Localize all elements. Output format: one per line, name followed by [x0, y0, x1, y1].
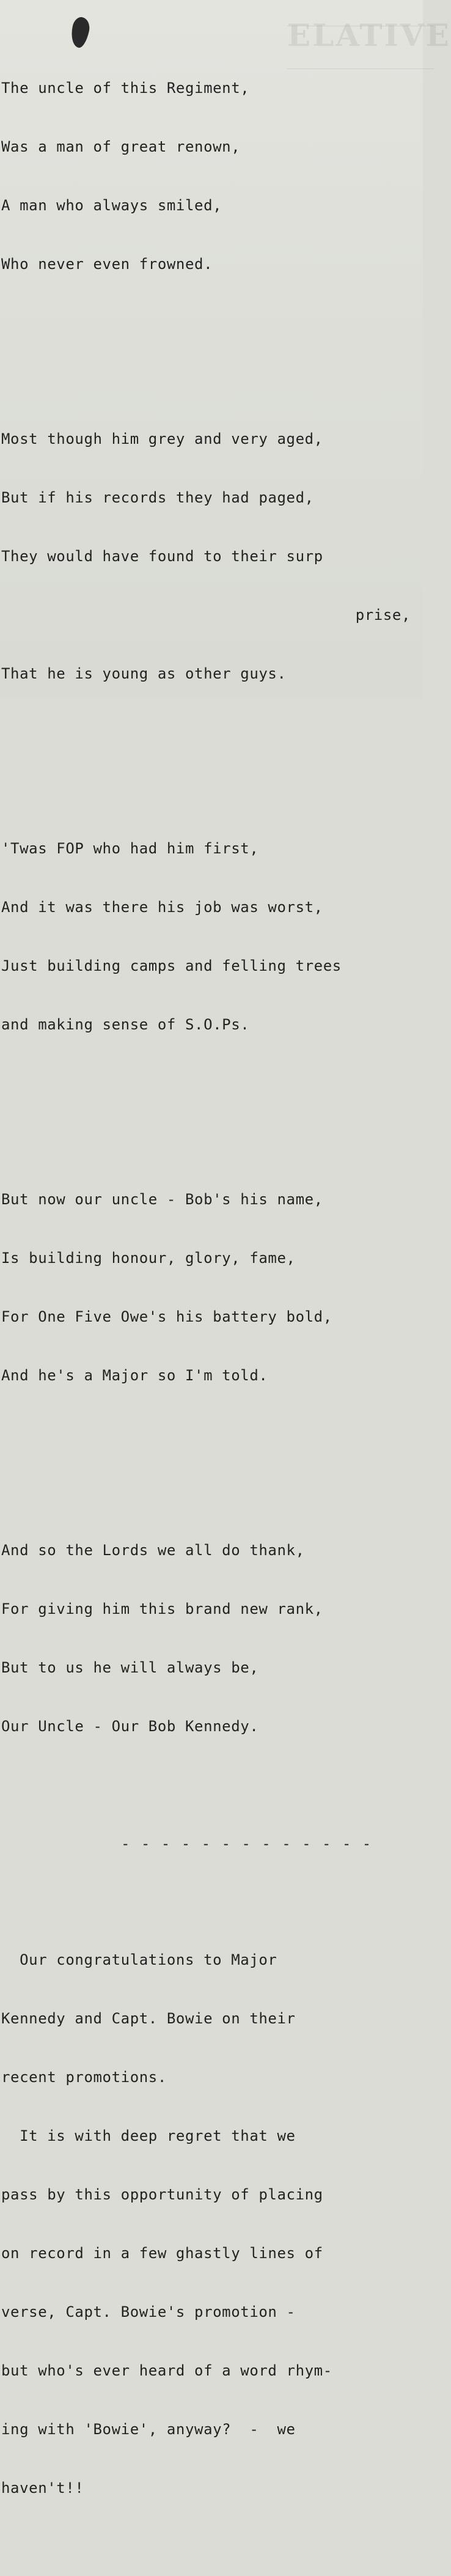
congratulations-note	[1, 1911, 423, 2537]
poem-stanza-3	[1, 800, 423, 1073]
poem-line-continuation: prise,	[355, 606, 411, 624]
note-line: It is with deep regret that we	[1, 2127, 296, 2144]
poem-line: Was a man of great renown,	[1, 138, 241, 155]
note-line: verse, Capt. Bowie's promotion -	[1, 2303, 296, 2320]
poem-line: 'Twas FOP who had him first,	[1, 840, 259, 857]
poem-stanza-5	[1, 1501, 423, 1775]
note-line: recent promotions.	[1, 2069, 167, 2086]
poem-line: Who never even frowned.	[1, 256, 213, 273]
note-line: on record in a few ghastly lines of	[1, 2245, 323, 2262]
poem-line: The uncle of this Regiment,	[1, 79, 250, 97]
poem-stanza-4	[1, 1150, 423, 1424]
poem-line: And it was there his job was worst,	[1, 899, 323, 916]
poem-line: And so the Lords we all do thank,	[1, 1542, 305, 1559]
bleed-through-header: ELATIVE	[287, 17, 451, 53]
poem-line: But to us he will always be,	[1, 1659, 259, 1676]
poem-line: Just building camps and felling trees	[1, 957, 342, 974]
typed-text	[1, 0, 423, 2576]
poem-line: That he is young as other guys.	[1, 665, 287, 682]
note-line: haven't!!	[1, 2479, 84, 2497]
poem-line: and making sense of S.O.Ps.	[1, 1016, 250, 1033]
poem-line: A man who always smiled,	[1, 197, 222, 214]
separator-dashes: - - - - - - - - - - - - -	[121, 1835, 373, 1852]
note-line: ing with 'Bowie', anyway? - we	[1, 2421, 296, 2438]
poem-line: They would have found to their surp	[1, 548, 323, 565]
poem-stanza-1	[1, 39, 423, 313]
poem-line: But now our uncle - Bob's his name,	[1, 1191, 323, 1208]
poem-line: For One Five Owe's his battery bold,	[1, 1308, 332, 1325]
poem-line: Our Uncle - Our Bob Kennedy.	[1, 1718, 259, 1735]
poem-line: And he's a Major so I'm told.	[1, 1367, 268, 1384]
note-line: Kennedy and Capt. Bowie on their	[1, 2010, 296, 2027]
note-line: pass by this opportunity of placing	[1, 2186, 323, 2203]
poem-line: But if his records they had paged,	[1, 489, 314, 506]
note-line: but who's ever heard of a word rhym-	[1, 2362, 332, 2379]
poem-line: Most though him grey and very aged,	[1, 430, 323, 447]
poem-stanza-2	[1, 390, 423, 723]
note-line: Our congratulations to Major	[1, 1951, 277, 1968]
poem-line: Is building honour, glory, fame,	[1, 1249, 296, 1267]
poem-line: For giving him this brand new rank,	[1, 1600, 323, 1617]
